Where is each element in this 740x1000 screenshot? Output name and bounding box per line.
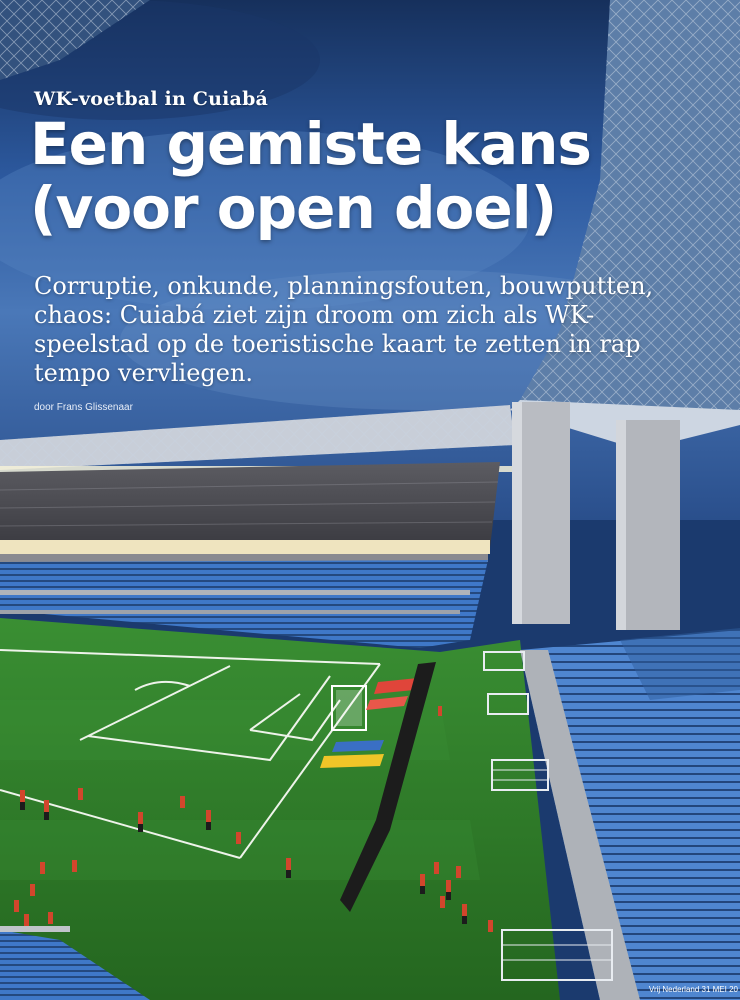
article-kicker: WK-voetbal in Cuiabá <box>34 88 269 110</box>
page-folio: Vrij Nederland 31 MEI 20 <box>648 985 738 994</box>
headline-line-1: Een gemiste kans <box>30 110 591 178</box>
article-lede: Corruptie, onkunde, planningsfouten, bouwputten, chaos: Cuiabá ziet zijn droom om zich als WK-speelstad op de toeristische kaart te zetten in rap tempo vervliegen. <box>34 272 654 387</box>
pitch <box>0 618 560 1000</box>
article-byline: door Frans Glissenaar <box>34 402 133 413</box>
article-headline <box>30 112 670 240</box>
headline-line-2: (voor open doel) <box>30 174 557 242</box>
